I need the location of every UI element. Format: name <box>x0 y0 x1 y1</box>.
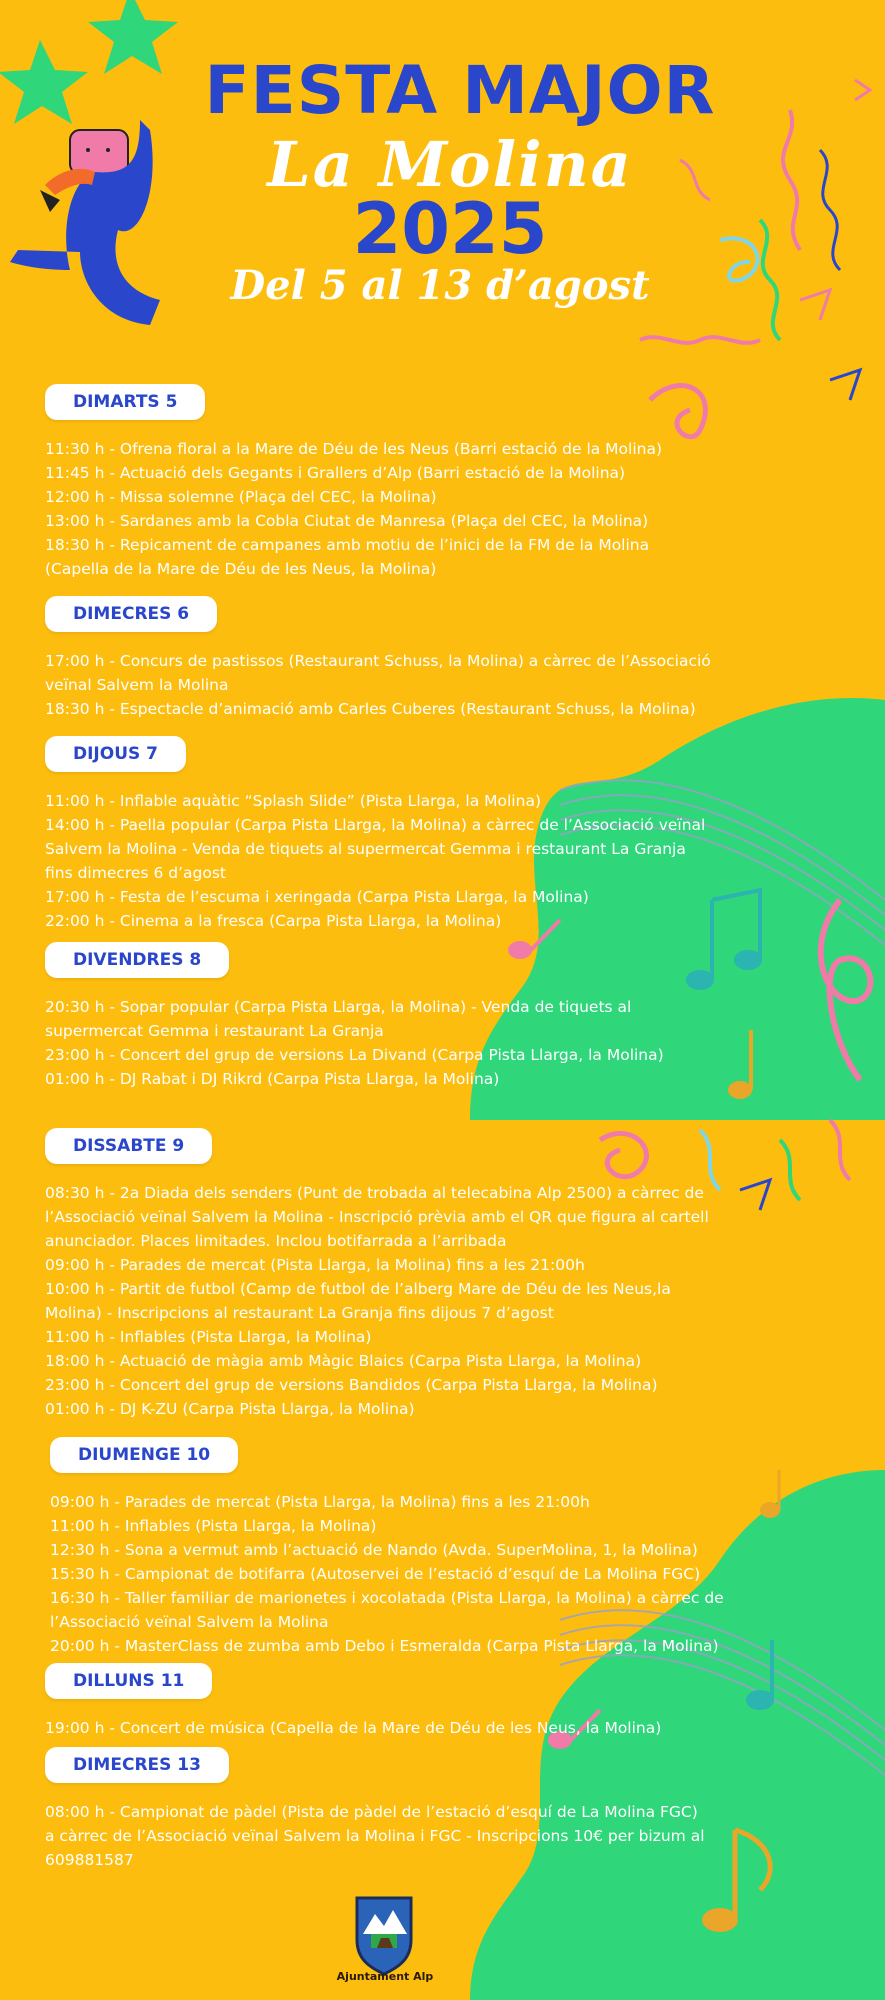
event-line: 11:30 h - Ofrena floral a la Mare de Déu de les Neus (Barri estació de la Molina) <box>45 440 663 458</box>
event-list <box>45 789 835 933</box>
event-list <box>45 1716 835 1740</box>
event-line: 18:00 h - Actuació de màgia amb Màgic Blaics (Carpa Pista Llarga, la Molina) <box>45 1352 642 1370</box>
event-line: 01:00 h - DJ Rabat i DJ Rikrd (Carpa Pista Llarga, la Molina) <box>45 1070 500 1088</box>
day-section-diumenge-10 <box>50 1437 840 1658</box>
event-line: a càrrec de l’Associació veïnal Salvem la Molina i FGC - Inscripcions 10€ per bizum al <box>45 1827 705 1845</box>
day-section-dimarts-5 <box>45 384 835 581</box>
title-year: 2025 <box>352 188 548 270</box>
event-list <box>45 1800 835 1872</box>
event-line: 19:00 h - Concert de música (Capella de la Mare de Déu de les Neus, la Molina) <box>45 1719 662 1737</box>
event-line: 18:30 h - Repicament de campanes amb motiu de l’inici de la FM de la Molina <box>45 536 650 554</box>
day-section-dilluns-11 <box>45 1663 835 1740</box>
day-section-dimecres-13 <box>45 1747 835 1872</box>
event-line: l’Associació veïnal Salvem la Molina - Inscripció prèvia amb el QR que figura al cartell <box>45 1208 709 1226</box>
event-line: 17:00 h - Festa de l’escuma i xeringada (Carpa Pista Llarga, la Molina) <box>45 888 589 906</box>
day-label: DIJOUS 7 <box>45 736 186 772</box>
day-label: DILLUNS 11 <box>45 1663 212 1699</box>
event-line: 13:00 h - Sardanes amb la Cobla Ciutat de Manresa (Plaça del CEC, la Molina) <box>45 512 649 530</box>
event-line: fins dimecres 6 d’agost <box>45 864 226 882</box>
event-line: 23:00 h - Concert del grup de versions Bandidos (Carpa Pista Llarga, la Molina) <box>45 1376 658 1394</box>
event-line: 15:30 h - Campionat de botifarra (Autoservei de l’estació d’esquí de La Molina FGC) <box>50 1565 701 1583</box>
event-line: 08:00 h - Campionat de pàdel (Pista de pàdel de l’estació d’esquí de La Molina FGC) <box>45 1803 698 1821</box>
event-line: veïnal Salvem la Molina <box>45 676 229 694</box>
title-la-molina: La Molina <box>267 128 633 201</box>
event-line: 10:00 h - Partit de futbol (Camp de futbol de l’alberg Mare de Déu de les Neus,la <box>45 1280 671 1298</box>
event-list <box>45 995 835 1091</box>
event-line: l’Associació veïnal Salvem la Molina <box>50 1613 329 1631</box>
event-line: 609881587 <box>45 1851 134 1869</box>
event-line: 20:00 h - MasterClass de zumba amb Debo i Esmeralda (Carpa Pista Llarga, la Molina) <box>50 1637 719 1655</box>
event-list <box>45 1181 835 1421</box>
event-line: 16:30 h - Taller familiar de marionetes i xocolatada (Pista Llarga, la Molina) a càrrec de <box>50 1589 724 1607</box>
event-line: 12:30 h - Sona a vermut amb l’actuació de Nando (Avda. SuperMolina, 1, la Molina) <box>50 1541 698 1559</box>
event-line: anunciador. Places limitades. Inclou botifarrada a l’arribada <box>45 1232 507 1250</box>
event-line: 11:00 h - Inflables (Pista Llarga, la Molina) <box>45 1328 372 1346</box>
event-line: 12:00 h - Missa solemne (Plaça del CEC, la Molina) <box>45 488 437 506</box>
event-line: Salvem la Molina - Venda de tiquets al supermercat Gemma i restaurant La Granja <box>45 840 686 858</box>
event-list <box>45 437 835 581</box>
event-line: Molina) - Inscripcions al restaurant La Granja fins dijous 7 d’agost <box>45 1304 554 1322</box>
event-line: 20:30 h - Sopar popular (Carpa Pista Llarga, la Molina) - Venda de tiquets al <box>45 998 632 1016</box>
day-label: DISSABTE 9 <box>45 1128 212 1164</box>
event-list <box>50 1490 840 1658</box>
footer-label: Ajuntament Alp <box>336 1970 434 1983</box>
day-label: DIMARTS 5 <box>45 384 205 420</box>
day-section-dimecres-6 <box>45 596 835 721</box>
event-line: 22:00 h - Cinema a la fresca (Carpa Pista Llarga, la Molina) <box>45 912 502 930</box>
title-block <box>0 0 885 360</box>
day-section-dissabte-9 <box>45 1128 835 1421</box>
day-section-divendres-8 <box>45 942 835 1091</box>
event-line: 18:30 h - Espectacle d’animació amb Carles Cuberes (Restaurant Schuss, la Molina) <box>45 700 696 718</box>
event-line: 01:00 h - DJ K-ZU (Carpa Pista Llarga, la Molina) <box>45 1400 415 1418</box>
event-line: supermercat Gemma i restaurant La Granja <box>45 1022 384 1040</box>
event-line: 11:45 h - Actuació dels Gegants i Grallers d’Alp (Barri estació de la Molina) <box>45 464 626 482</box>
day-label: DIVENDRES 8 <box>45 942 229 978</box>
event-line: 23:00 h - Concert del grup de versions La Divand (Carpa Pista Llarga, la Molina) <box>45 1046 664 1064</box>
event-line: (Capella de la Mare de Déu de les Neus, la Molina) <box>45 560 437 578</box>
title-dates: Del 5 al 13 d’agost <box>230 262 650 309</box>
event-line: 11:00 h - Inflable aquàtic “Splash Slide” (Pista Llarga, la Molina) <box>45 792 541 810</box>
event-list <box>45 649 835 721</box>
event-line: 17:00 h - Concurs de pastissos (Restaurant Schuss, la Molina) a càrrec de l’Associació <box>45 652 711 670</box>
day-label: DIUMENGE 10 <box>50 1437 238 1473</box>
day-label: DIMECRES 6 <box>45 596 217 632</box>
title-festa-major: FESTA MAJOR <box>204 52 716 129</box>
event-line: 09:00 h - Parades de mercat (Pista Llarga, la Molina) fins a les 21:00h <box>50 1493 590 1511</box>
event-line: 14:00 h - Paella popular (Carpa Pista Llarga, la Molina) a càrrec de l’Associació veïnal <box>45 816 706 834</box>
day-section-dijous-7 <box>45 736 835 933</box>
day-label: DIMECRES 13 <box>45 1747 229 1783</box>
event-line: 09:00 h - Parades de mercat (Pista Llarga, la Molina) fins a les 21:00h <box>45 1256 585 1274</box>
event-line: 11:00 h - Inflables (Pista Llarga, la Molina) <box>50 1517 377 1535</box>
event-line: 08:30 h - 2a Diada dels senders (Punt de trobada al telecabina Alp 2500) a càrrec de <box>45 1184 704 1202</box>
